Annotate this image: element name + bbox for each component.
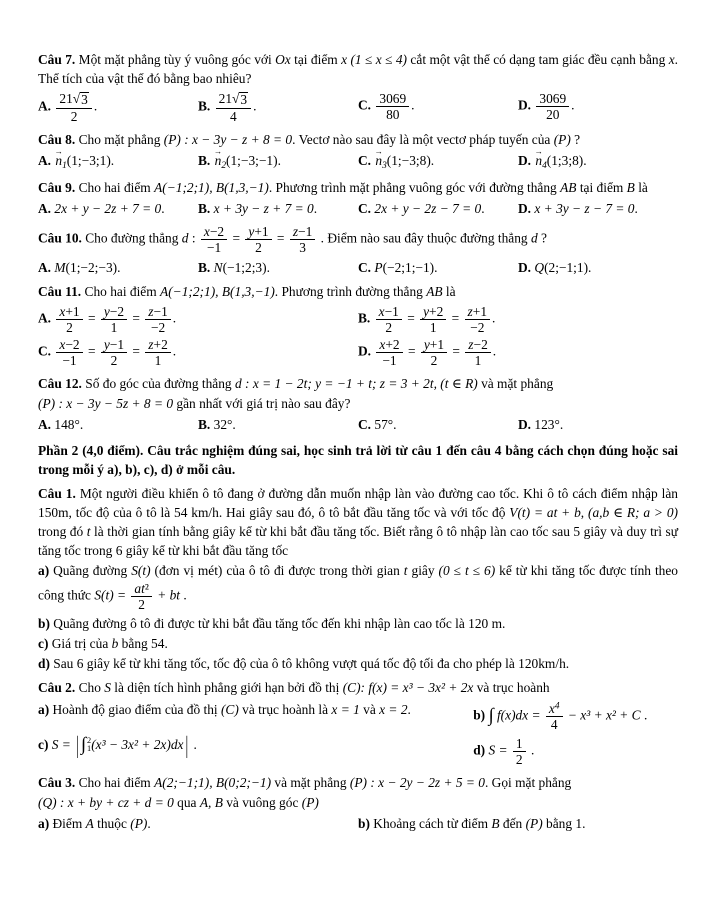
text-run: S = [51,736,75,752]
bold-text: Câu 3. [38,774,76,790]
text-run: A(2;−1;1), B(0;2;−1) [154,774,272,790]
vector-symbol: → n [213,146,223,168]
abs-bar: | [76,730,79,758]
text-run: 2x + y − 2z + 7 = 0 [54,200,162,216]
text-run: V(t) = at + b [509,505,581,521]
text-run: (1 ≤ x ≤ 4) [350,52,408,67]
question-11-options-row [38,303,678,369]
fraction: $\frac{z+1}{-2}$ [465,304,490,335]
option-A: A. 2x + y − 2z + 7 = 0. [38,200,165,216]
fraction: $\frac{x+1}{2}$ [56,304,82,335]
question-9: Câu 9. Cho hai điểm A(−1;2;1), B(1,3,−1). Phương trình mặt phẳng vuông góc với đường thẳng AB tại điểm B là [38,179,648,195]
text-run: x [379,337,386,353]
option-label: c) [38,736,49,752]
text-run: P [374,260,383,276]
text-run: x [668,52,675,67]
part2-q1-a: a) Quãng đường S(t) (đơn vị mét) của ô tô đi được trong thời gian t giây (0 ≤ t ≤ 6) kể từ khi tăng tốc được tính theo công thức S(t) = $\frac{\text{at²}}{2}$ + bt . [38,563,679,613]
option-label: D. [518,152,532,168]
text-run: − x³ + x² + C [564,707,641,723]
text-run: y [423,337,430,353]
option-label: A. [38,260,52,276]
text-run: (C): f(x) = x³ − 3x² + 2x [342,680,474,696]
option-label: B. [198,260,211,276]
fraction: 21 √ 3 2 [56,91,91,124]
text-run: (P) : x − 3y − z + 8 = 0 [163,131,293,147]
option-label: C. [358,200,372,216]
text-run: z [468,337,474,353]
text-run: d : x = 1 − 2t; y = −1 + t; z = 3 + 2t, (t ∈ R) [234,376,478,392]
part2-q2-ab-row [38,700,678,733]
bold-text: c) [38,636,49,652]
option-label: B. [198,417,211,433]
option-label: D. [518,97,532,113]
fraction: $\frac{z-2}{1}$ [465,337,490,368]
text-run: z [292,224,299,240]
vector-symbol: → n [54,146,63,168]
text-run: t [403,563,408,579]
option-C: C. 2x + y − 2z − 7 = 0. [358,200,485,216]
option-A: A. 21 √ 3 2 . [38,91,98,124]
vector-symbol: → n [374,146,383,168]
text-run: y [423,304,430,320]
option-a: a) Hoành độ giao điểm của đồ thị (C) và trục hoành là x = 1 và x = 2. [38,701,411,717]
text-run: (0 ≤ t ≤ 6) [438,563,496,579]
option-label: D. [518,417,532,433]
text-run: (P) [130,815,148,831]
fraction: $\frac{y-1}{2}$ [101,337,127,368]
option-label: A. [38,152,52,168]
bold-text: Câu 8. [38,131,76,147]
text-run: b [111,636,119,652]
subscript: 4 [542,160,547,171]
bold-text: b) [38,616,50,632]
option-label: A. [38,200,52,216]
text-run: S(t) = [94,587,130,603]
text-run: AB [560,179,577,195]
fraction: 21 √ 3 4 [216,91,251,124]
fraction: $\frac{x^4}{4}$ [546,701,563,732]
option-B: B. → $n_2(1;-3;-1)$. [198,146,281,171]
option-B: B. $\frac{x-1}{2}$ = $\frac{y+2}{1}$ = $\frac{z+1}{-2}$ . [358,304,496,336]
part2-question-3: Câu 3. Cho hai điểm A(2;−1;1), B(0;2;−1) và mặt phẳng (P) : x − 2y − 2z + 5 = 0. Gọi mặt phẳng [38,774,572,790]
option-B: B. 32°. [198,417,236,433]
part2-q1-d: d) Sau 6 giây kể từ khi tăng tốc, tốc độ của ô tô không vượt quá tốc độ tối đa cho phép là 120km/h. [38,656,570,672]
text-run: A [85,815,94,831]
option-b: b) ∫ f(x)dx = $\frac{x^4}{4}$ − x³ + x² + C . [473,700,648,732]
fraction: $\frac{x+2}{-1}$ [376,337,402,368]
option-label: B. [198,200,211,216]
integral-sign: ∫ [488,704,494,726]
option-label: b) [358,815,370,831]
text-run: (C) [220,701,239,717]
text-run: S = [488,742,511,758]
text-run: d [181,230,189,246]
part2-q3-ab-row [38,814,678,833]
fraction: $\frac{y+1}{2}$ [421,337,447,368]
text-run: x [59,337,66,353]
text-run: S(t) [131,563,151,579]
text-run: y [103,337,110,353]
text-run: Ox [275,52,291,67]
fraction: $\frac{z-1}{-2}$ [145,304,170,335]
fraction: $\frac{x-2}{-1}$ [201,224,227,255]
question-8: Câu 8. Cho mặt phẳng (P) : x − 3y − z + 8 = 0. Vectơ nào sau đây là một vectơ pháp tuyến của (P) ? [38,131,581,147]
option-label: D. [518,260,532,276]
question-9-options-row [38,199,678,218]
fraction: $\frac{y-2}{1}$ [101,304,127,335]
text-run: x [548,700,555,716]
part2-question-3-continued: (Q) : x + by + cz + d = 0 qua A, B và vuông góc (P) [38,794,319,810]
option-B: B. 21 √ 3 4 . [198,91,257,124]
question-11: Câu 11. Cho hai điểm A(−1;2;1), B(1,3,−1). Phương trình đường thẳng AB là [38,284,456,300]
option-d: d) S = $\frac{1}{2}$ . [473,735,535,767]
text-run: z [148,304,154,320]
text-run: (P) [553,131,571,147]
text-run: (P) : x − 2y − 2z + 5 = 0 [349,774,485,790]
bold-text: Câu 11. [38,284,82,300]
vector-symbol: → n [534,146,543,168]
option-label: A. [38,98,52,114]
option-label: C. [38,343,52,359]
text-run: (x³ − 3x² + 2x)dx [91,736,184,752]
text-run: at [134,581,145,597]
sqrt-radical: √ 3 [72,91,88,108]
part2-q1-c: c) Giá trị của b bằng 54. [38,636,168,652]
option-C: C. $\frac{x-2}{-1}$ = $\frac{y-1}{2}$ = $\frac{z+2}{1}$ . [38,337,177,369]
text-run: f(x)dx = [493,707,544,723]
fraction: $\frac{z-1}{3}$ [290,224,315,255]
text-run: M [54,260,66,276]
fraction: $\frac{3069}{80}$ [376,91,409,122]
question-7: Câu 7. Một mặt phẳng tùy ý vuông góc với Ox tại điểm x (1 ≤ x ≤ 4) cắt một vật thể có dạng tam giác đều cạnh bằng x. Thể tích của vật thể đó bằng bao nhiêu? [38,52,678,87]
text-run: x = 2 [379,701,408,717]
option-D: D. 123°. [518,417,564,433]
fraction: $\frac{y+2}{1}$ [420,304,446,335]
option-A: A. $\frac{x+1}{2}$ = $\frac{y-2}{1}$ = $\frac{z-1}{-2}$ . [38,304,177,336]
option-b: b) Khoảng cách từ điểm B đến (P) bằng 1. [358,815,586,831]
text-run: x [59,304,66,320]
text-run: z [148,337,154,353]
text-run: S [104,680,111,696]
option-label: d) [473,742,486,758]
superscript: 4 [554,700,560,711]
option-label: a) [38,815,50,831]
option-c: c) S = | ∫ 2 1 (x³ − 3x² + 2x)dx | . [38,735,473,754]
text-run: (P) [301,794,319,810]
option-label: C. [358,152,372,168]
text-run: z [467,304,473,320]
option-label: C. [358,97,372,113]
text-run: (P) : x − 3y − 5z + 8 = 0 [38,396,174,412]
question-10-options-row [38,258,678,277]
option-label: B. [358,310,371,326]
option-label: B. [198,152,211,168]
option-A: A. M(1;−2;−3). [38,260,121,276]
question-12-options-row [38,415,678,434]
text-run: x = 1 [331,701,360,717]
bold-text: Câu 12. [38,376,82,392]
subscript: 3 [382,160,387,171]
option-a: a) Điểm A thuộc (P). [38,815,151,831]
bold-text: Câu 7. [38,52,76,67]
question-7-options-row [38,90,678,125]
option-D: D. → $n_4(1;3;8)$. [518,146,587,171]
option-A: A. 148°. [38,417,84,433]
fraction: $\frac{3069}{20}$ [536,91,569,122]
question-8-options-row [38,146,678,173]
text-run: A(−1;2;1), B(1,3,−1) [154,179,269,195]
part2-q1-b: b) Quãng đường ô tô đi được từ khi bắt đầu tăng tốc đến khi nhập làn cao tốc là 120 m. [38,616,506,632]
text-run: x + 3y − z + 7 = 0 [213,200,314,216]
subscript: 2 [221,160,227,171]
part2-question-2: Câu 2. Cho S là diện tích hình phẳng giới hạn bởi đồ thị (C): f(x) = x³ − 3x² + 2x và trục hoành [38,680,550,696]
integral-sign: ∫ 2 1 [80,734,92,755]
abs-bar: | [185,730,189,758]
text-run: (Q) : x + by + cz + d = 0 [38,794,174,810]
option-B: B. N(−1;2;3). [198,260,270,276]
bold-text: Câu 9. [38,179,76,195]
option-C: C. $\frac{3069}{80}$ . [358,91,415,123]
option-D: D. Q(2;−1;1). [518,260,592,276]
subscript: 1 [62,160,67,171]
text-run: d [530,230,538,246]
option-C: C. P(−2;1;−1). [358,260,438,276]
option-label: C. [358,260,372,276]
option-D: D. $\frac{3069}{20}$ . [518,91,575,123]
part2-q2-cd-row [38,730,678,768]
sqrt-radical: √ 3 [232,91,248,108]
fraction: $\frac{x-2}{-1}$ [56,337,82,368]
option-label: A. [38,310,52,326]
option-label: b) [473,707,486,723]
text-run: + bt [153,587,181,603]
option-D: D. x + 3y − z − 7 = 0. [518,200,638,216]
text-run: Q [534,260,545,276]
option-C: C. 57°. [358,417,397,433]
text-run: x + 3y − z − 7 = 0 [534,200,635,216]
question-12-continued: (P) : x − 3y − 5z + 8 = 0 gần nhất với giá trị nào sau đây? [38,396,351,412]
bold-text: Câu 1. [38,486,76,502]
text-run: AB [426,284,443,300]
bold-text: Phần 2 (4,0 điểm). Câu trắc nghiệm đúng sai, học sinh trả lời từ câu 1 đến câu 4 bằng cách chọn đúng hoặc sai trong mỗi ý a), b), c), d) ở mỗi câu. [38,443,678,478]
option-D: D. $\frac{x+2}{-1}$ = $\frac{y+1}{2}$ = $\frac{z-2}{1}$ . [358,337,497,369]
text-run: 2x + y − 2z − 7 = 0 [374,200,482,216]
text-run: x [203,224,210,240]
option-label: B. [198,98,211,114]
bold-text: a) [38,563,50,579]
option-C: C. → $n_3(1;-3;8)$. [358,146,435,171]
fraction: $\frac{\text{at²}}{2}$ [131,581,151,612]
fraction: $\frac{1}{2}$ [513,736,526,767]
fraction: $\frac{y+1}{2}$ [245,224,271,255]
bold-text: Câu 2. [38,680,76,696]
fraction: $\frac{x-1}{2}$ [376,304,402,335]
option-A: A. → $n_1(1;-3;1)$. [38,146,115,171]
text-run: y [103,304,110,320]
text-run: t [86,524,91,540]
option-label: a) [38,701,50,717]
question-10: Câu 10. Cho đường thẳng d : $\frac{x-2}{-1}$ = $\frac{y+1}{2}$ = $\frac{z-1}{3}$ . Điểm nào sau đây thuộc đường thẳng d ? [38,224,547,256]
text-run: B [626,179,635,195]
text-run: A, B [199,794,223,810]
part2-question-1: Câu 1. Một người điều khiển ô tô đang ở đường dẫn muốn nhập làn vào đường cao tốc. Khi ô tô cách điểm nhập làn 150m, tốc độ của ô tô là 54 km/h. Hai giây sau đó, ô tô bắt đầu tăng tốc và với tốc độ V(t) = at + b, (a,b ∈ R; a > 0) trong đó t là thời gian tính bằng giây kể từ khi bắt đầu tăng tốc. Biết rằng ô tô nhập làn cao tốc sau 5 giây và duy trì sự tăng tốc trong 6 giây kể từ khi bắt đầu tăng tốc [38,486,678,559]
text-run: x [378,304,385,320]
question-12: Câu 12. Số đo góc của đường thẳng d : x = 1 − 2t; y = −1 + t; z = 3 + 2t, (t ∈ R) và mặt phẳng [38,376,554,392]
option-label: C. [358,417,372,433]
bold-text: d) [38,656,50,672]
option-label: D. [518,200,532,216]
option-label: A. [38,417,52,433]
bold-text: Câu 10. [38,230,82,246]
text-run: (P) [525,815,543,831]
text-run: N [213,260,223,276]
fraction: $\frac{z+2}{1}$ [145,337,170,368]
text-run: A(−1;2;1), B(1,3,−1) [160,284,275,300]
option-B: B. x + 3y − z + 7 = 0. [198,200,318,216]
text-run: x [341,52,348,67]
text-run: y [248,224,255,240]
part-2-header [38,441,678,479]
option-label: D. [358,343,372,359]
text-run: (a,b ∈ R; a > 0) [588,505,678,521]
text-run: B [491,815,500,831]
